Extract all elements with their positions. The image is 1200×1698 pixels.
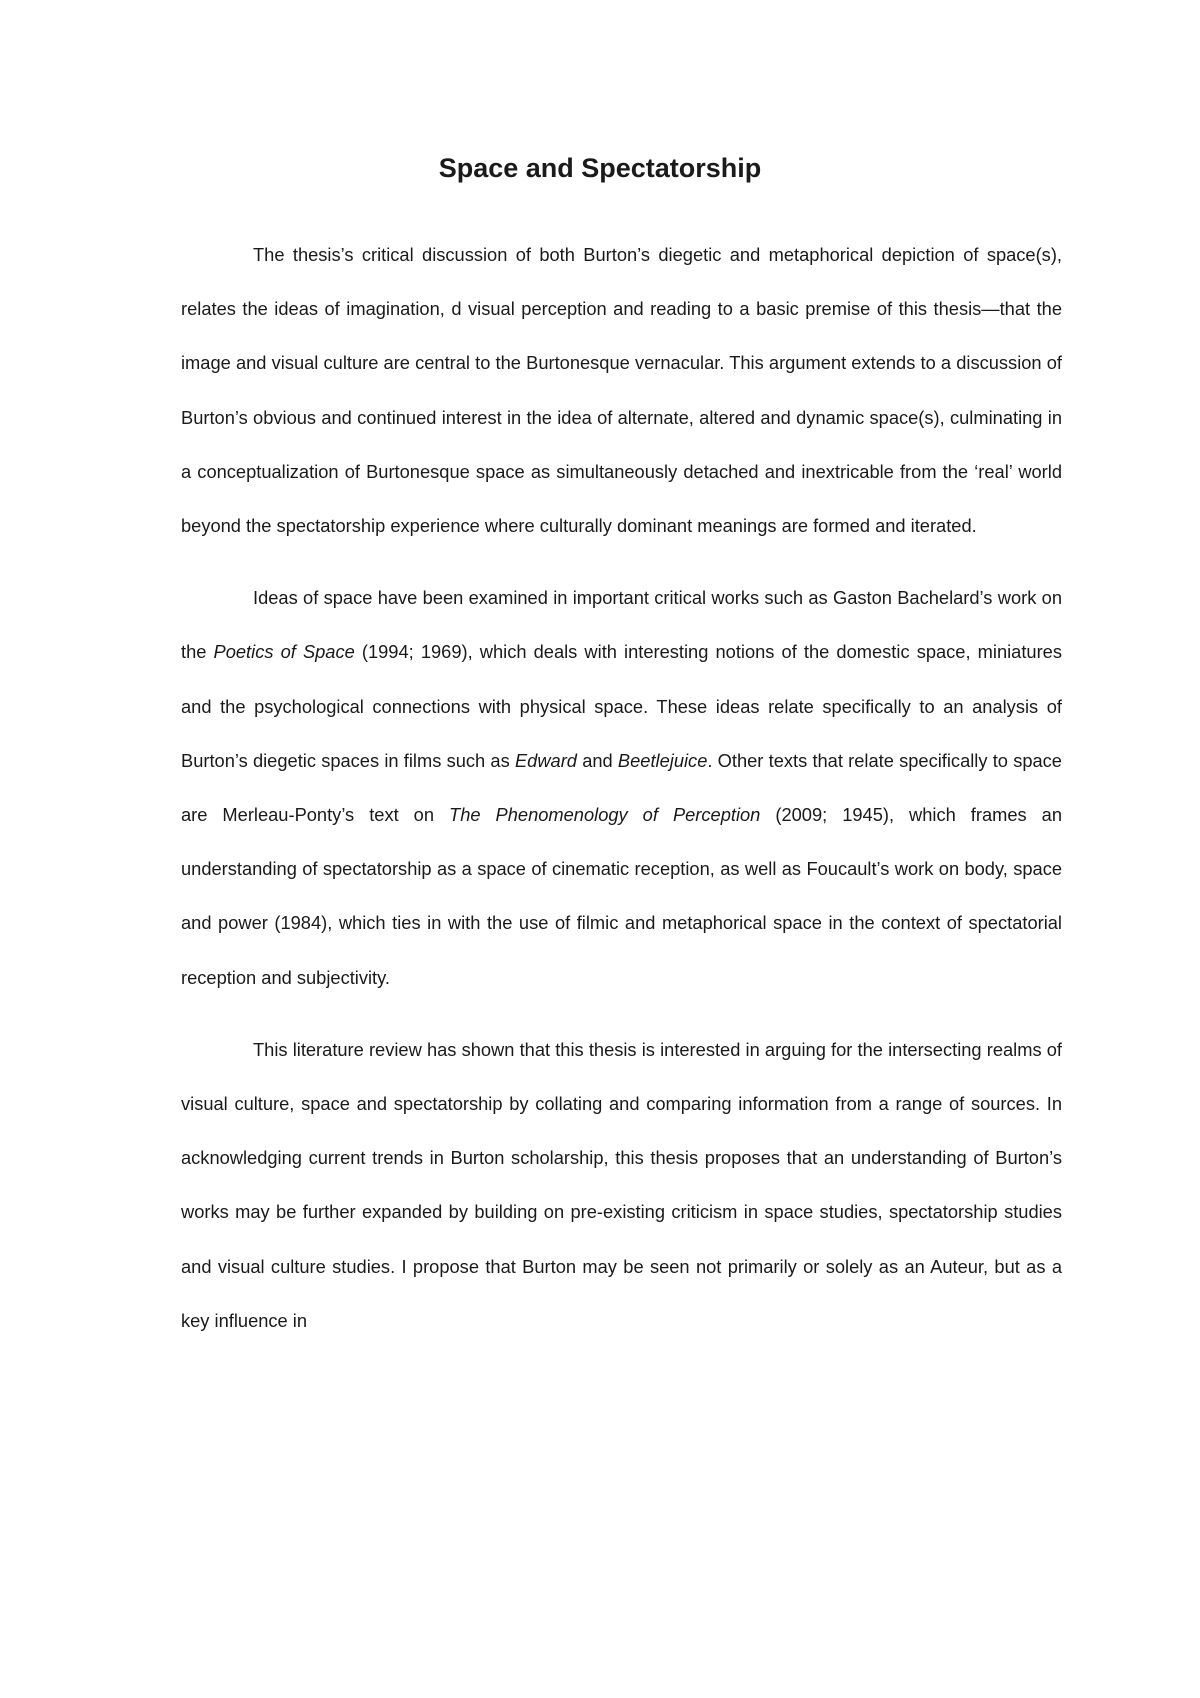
- paragraph-3: [181, 1023, 1062, 1348]
- paragraph-3-run-1: This literature review has shown that this thesis is interested in arguing for the intersecting realms of visual culture, space and spectatorship by collating and comparing information from a range of sources. In acknowledging current trends in Burton scholarship, this thesis proposes that an understanding of Burton’s works may be further expanded by building on pre-existing criticism in space studies, spectatorship studies and visual culture studies. I propose that Burton may be seen not primarily or solely as an Auteur, but as a key influence in: [181, 1038, 1062, 1331]
- paragraph-1: [181, 228, 1062, 553]
- paragraph-2: [181, 571, 1062, 1005]
- paragraph-2-run-9: (2009; 1945), which frames an understanding of spectatorship as a space of cinematic reception, as well as Foucault’s work on body, space and power (1984), which ties in with the use of filmic and metaphorical space in the context of spectatorial reception and subjectivity.: [181, 804, 1063, 988]
- body-text: [181, 228, 1062, 1366]
- paragraph-1-run-1: The thesis’s critical discussion of both Burton’s diegetic and metaphorical depiction of space(s), relates the ideas of imagination, d visual perception and reading to a basic premise of this thesis—that the image and visual culture are central to the Burtonesque vernacular. This argument extends to a discussion of Burton’s obvious and continued interest in the idea of alternate, altered and dynamic space(s), culminating in a conceptualization of Burtonesque space as simultaneously detached and inextricable from the ‘real’ world beyond the spectatorship experience where culturally dominant meanings are formed and iterated.: [181, 244, 1062, 537]
- film-title-beetlejuice: Beetlejuice: [617, 749, 708, 771]
- page-title: Space and Spectatorship: [438, 153, 762, 183]
- paragraph-2-run-1: Ideas of space have been examined in important critical works such as Gaston Bachelard’s work on the: [181, 587, 1062, 663]
- paragraph-2-run-3: (1994; 1969), which deals with interesting notions of the domestic space, miniatures and the psychological connections with physical space. These ideas relate specifically to an analysis of Burton’s diegetic spaces in films such as: [181, 641, 1062, 771]
- book-title-poetics-of-space: Poetics of Space: [213, 641, 355, 663]
- book-title-phenomenology-of-perception: The Phenomenology of Perception: [449, 804, 761, 826]
- film-title-edward: Edward: [514, 749, 577, 771]
- paragraph-2-run-7: . Other texts that relate specifically to space are Merleau-Ponty’s text on: [181, 749, 1062, 826]
- paragraph-2-run-5: and: [576, 749, 618, 771]
